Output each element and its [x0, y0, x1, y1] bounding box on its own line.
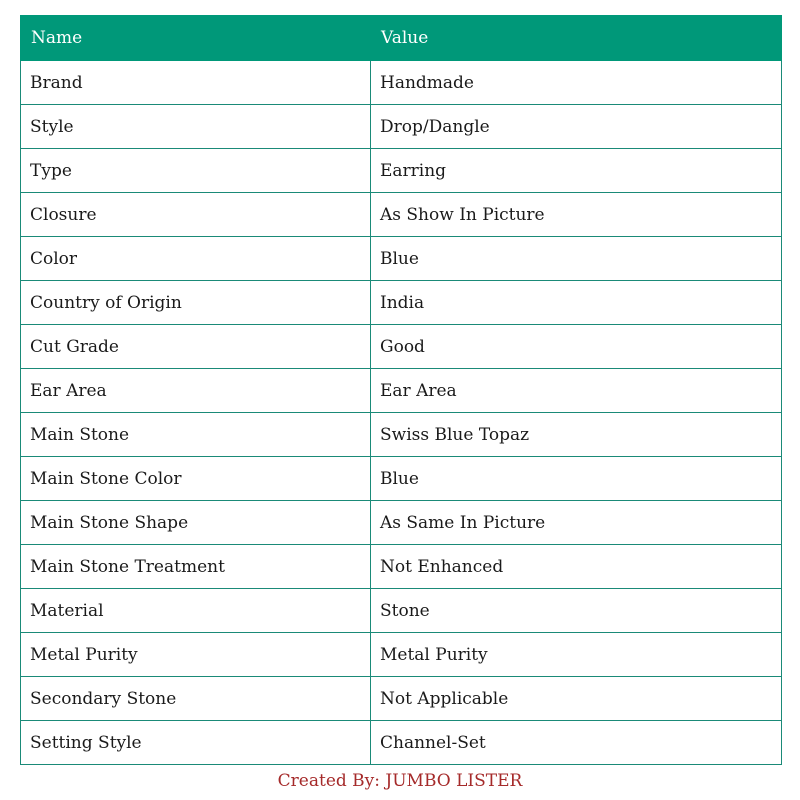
- table-row: [21, 61, 782, 105]
- row-value-cell: As Same In Picture: [371, 501, 782, 545]
- row-value-cell: Not Enhanced: [371, 545, 782, 589]
- table-row: [21, 281, 782, 325]
- table-row: [21, 589, 782, 633]
- row-name-cell: Metal Purity: [21, 633, 371, 677]
- row-value-cell: India: [371, 281, 782, 325]
- row-value-cell: Handmade: [371, 61, 782, 105]
- table-row: [21, 413, 782, 457]
- row-value-cell: Blue: [371, 237, 782, 281]
- row-value-cell: Not Applicable: [371, 677, 782, 721]
- table-row: [21, 325, 782, 369]
- table-row: [21, 545, 782, 589]
- row-value-cell: Swiss Blue Topaz: [371, 413, 782, 457]
- row-name-cell: Main Stone Color: [21, 457, 371, 501]
- row-value-cell: Blue: [371, 457, 782, 501]
- row-name-cell: Main Stone: [21, 413, 371, 457]
- row-value-cell: Stone: [371, 589, 782, 633]
- row-name-cell: Ear Area: [21, 369, 371, 413]
- row-value-cell: As Show In Picture: [371, 193, 782, 237]
- table-row: [21, 677, 782, 721]
- table-row: [21, 149, 782, 193]
- row-name-cell: Style: [21, 105, 371, 149]
- row-value-cell: Drop/Dangle: [371, 105, 782, 149]
- row-name-cell: Secondary Stone: [21, 677, 371, 721]
- row-value-cell: Good: [371, 325, 782, 369]
- row-name-cell: Main Stone Shape: [21, 501, 371, 545]
- row-value-cell: Earring: [371, 149, 782, 193]
- row-name-cell: Type: [21, 149, 371, 193]
- row-name-cell: Color: [21, 237, 371, 281]
- column-header-name: Name: [21, 16, 371, 61]
- table-row: [21, 105, 782, 149]
- row-name-cell: Material: [21, 589, 371, 633]
- table-row: [21, 193, 782, 237]
- row-name-cell: Brand: [21, 61, 371, 105]
- table-header-row: [21, 16, 782, 61]
- row-name-cell: Setting Style: [21, 721, 371, 765]
- table-row: [21, 369, 782, 413]
- table-row: [21, 457, 782, 501]
- table-row: [21, 237, 782, 281]
- item-specifics-table: [20, 15, 782, 765]
- row-name-cell: Closure: [21, 193, 371, 237]
- row-name-cell: Country of Origin: [21, 281, 371, 325]
- row-value-cell: Ear Area: [371, 369, 782, 413]
- table-row: [21, 721, 782, 765]
- row-name-cell: Cut Grade: [21, 325, 371, 369]
- table-row: [21, 633, 782, 677]
- table-row: [21, 501, 782, 545]
- row-name-cell: Main Stone Treatment: [21, 545, 371, 589]
- column-header-value: Value: [371, 16, 782, 61]
- row-value-cell: Metal Purity: [371, 633, 782, 677]
- row-value-cell: Channel-Set: [371, 721, 782, 765]
- creator-credit: Created By: JUMBO LISTER: [277, 771, 523, 791]
